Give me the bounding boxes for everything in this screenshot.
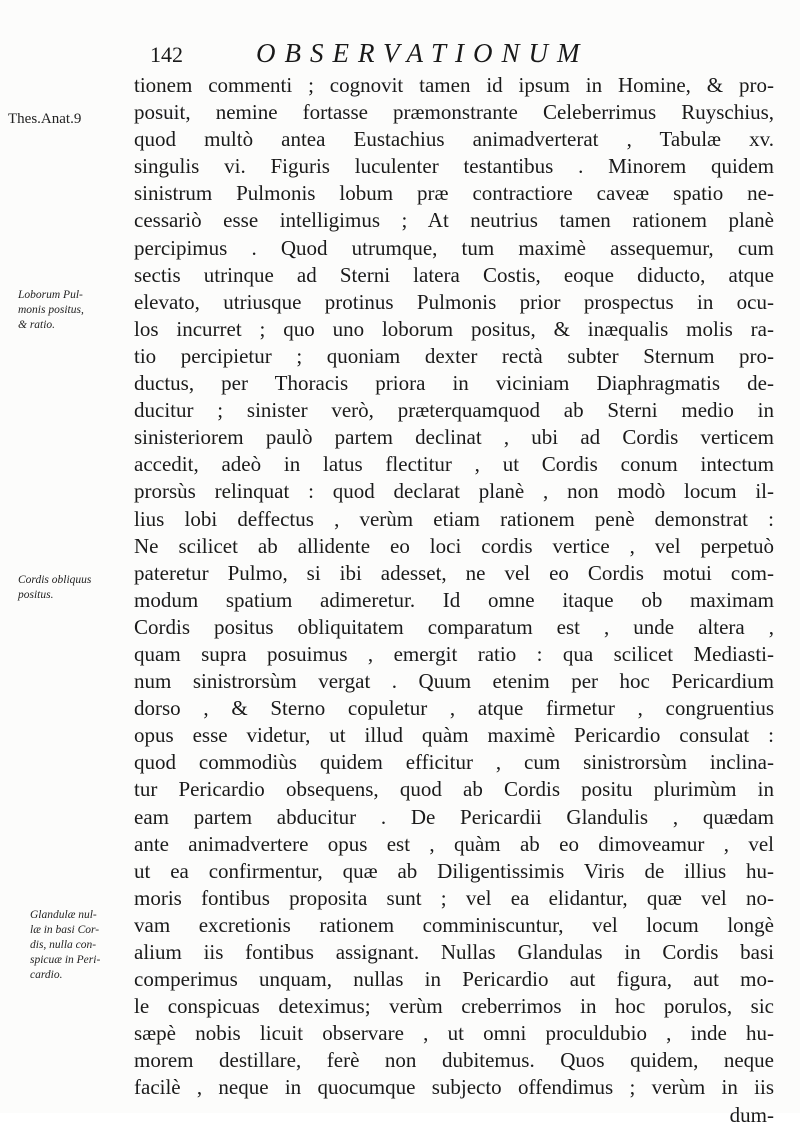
text-line: los incurret ; quo uno loborum positus, & inæqualis molis ra- bbox=[134, 316, 774, 341]
margin-note-line: Loborum Pul- bbox=[18, 289, 83, 301]
text-line: prorsùs relinquat : quod declarat planè , non modò locum il- bbox=[134, 479, 774, 504]
body-text bbox=[134, 72, 774, 1129]
text-line: tio percipietur ; quoniam dexter rectà subter Sternum pro- bbox=[134, 343, 774, 368]
text-line: sæpè nobis licuit observare , ut omni proculdubio , inde hu- bbox=[134, 1021, 774, 1046]
margin-note-thes-anat bbox=[8, 112, 81, 127]
text-line: opus esse videtur, ut illud quàm maximè Pericardio consulat : bbox=[134, 723, 774, 748]
text-line: percipimus . Quod utrumque, tum maximè assequemur, cum bbox=[134, 235, 774, 260]
margin-note-line: spicuæ in Peri- bbox=[30, 954, 101, 966]
text-line: alium iis fontibus assignant. Nullas Glandulas in Cordis basi bbox=[134, 940, 774, 964]
text-line: quod multò antea Eustachius animadverterat , Tabulæ xv. bbox=[134, 127, 774, 152]
running-title: OBSERVATIONUM bbox=[256, 38, 589, 68]
margin-note-line: Thes.Anat.9 bbox=[8, 111, 82, 127]
text-line: vam excretionis rationem comminiscuntur, vel locum longè bbox=[134, 912, 774, 937]
margin-note-line: monis positus, bbox=[18, 304, 84, 316]
margin-note-line: læ in basi Cor- bbox=[30, 924, 100, 936]
text-line: tur Pericardio obsequens, quod ab Cordis positu plurimùm in bbox=[134, 777, 774, 802]
text-line: moris fontibus proposita sunt ; vel ea elidantur, quæ vel no- bbox=[134, 885, 774, 910]
text-line: sinisteriorem paulò partem declinat , ubi ad Cordis verticem bbox=[134, 425, 774, 450]
text-line: sectis utrinque ad Sterni latera Costis, eoque diducto, atque bbox=[134, 262, 774, 287]
text-line: quam supra posuimus , emergit ratio : qua scilicet Mediasti- bbox=[134, 641, 774, 666]
margin-note-line: positus. bbox=[18, 589, 54, 601]
text-line: comperimus unquam, nullas in Pericardio aut figura, aut mo- bbox=[134, 967, 774, 992]
text-line: sinistrum Pulmonis lobum præ contractiore caveæ spatio ne- bbox=[134, 181, 774, 206]
text-line: le conspicuas deteximus; verùm creberrimos in hoc porulos, sic bbox=[134, 994, 774, 1019]
margin-note-line: Glandulæ nul- bbox=[30, 909, 97, 921]
text-line: Ne scilicet ab allidente eo loci cordis vertice , vel perpetuò bbox=[134, 533, 774, 558]
margin-note-line: Cordis obliquus bbox=[18, 574, 92, 586]
text-line: tionem commenti ; cognovit tamen id ipsum in Homine, & pro- bbox=[134, 73, 774, 97]
text-line: morem destillare, ferè non dubitemus. Quos quidem, neque bbox=[134, 1048, 774, 1073]
text-line: ducitur ; sinister verò, præterquamquod ab Sterni medio in bbox=[134, 398, 774, 423]
text-line: facilè , neque in quocumque subjecto offendimus ; verùm in iis bbox=[134, 1075, 774, 1100]
text-line: modum spatium adimeretur. Id omne itaque ob maximam bbox=[134, 587, 774, 612]
text-line: eam partem abducitur . De Pericardii Glandulis , quædam bbox=[134, 804, 774, 829]
page-number: 142 bbox=[150, 42, 183, 67]
text-line: posuit, nemine fortasse præmonstrante Celeberrimus Ruyschius, bbox=[134, 100, 774, 125]
text-line: ut ea confirmentur, quæ ab Diligentissimis Viris de illius hu- bbox=[134, 858, 774, 883]
text-line: dorso , & Sterno copuletur , atque firmetur , congruentius bbox=[134, 696, 774, 721]
text-line: pateretur Pulmo, si ibi adesset, ne vel eo Cordis motui com- bbox=[134, 560, 774, 585]
text-line: accedit, adeò in latus flectitur , ut Cordis conum intectum bbox=[134, 452, 774, 477]
text-line: elevato, utriusque protinus Pulmonis prior prospectus in ocu- bbox=[134, 289, 774, 314]
margin-note-line: dis, nulla con- bbox=[30, 939, 97, 951]
text-line: quod commodiùs quidem efficitur , cum sinistrorsùm inclina- bbox=[134, 750, 774, 775]
text-line: ante animadvertere opus est , quàm ab eo dimoveamur , vel bbox=[134, 831, 774, 856]
margin-note-cordis bbox=[18, 573, 91, 603]
text-line: lius lobi deffectus , verùm etiam rationem penè demonstrat : bbox=[134, 506, 774, 531]
text-line: singulis vi. Figuris luculenter testantibus . Minorem quidem bbox=[134, 154, 774, 179]
text-line: num sinistrorsùm vergat . Quum etenim per hoc Pericardium bbox=[134, 669, 774, 694]
text-line: ductus, per Thoracis priora in viciniam Diaphragmatis de- bbox=[134, 371, 774, 396]
text-line: cessariò esse intelligimus ; At neutrius tamen rationem planè bbox=[134, 208, 774, 233]
margin-note-line: & ratio. bbox=[18, 319, 56, 331]
margin-note-line: cardio. bbox=[30, 969, 63, 981]
margin-note-glandulae bbox=[30, 908, 100, 983]
text-line: Cordis positus obliquitatem comparatum est , unde altera , bbox=[134, 614, 774, 639]
margin-note-loborum bbox=[18, 288, 84, 333]
page-header bbox=[150, 38, 790, 74]
catchword: dum- bbox=[729, 1102, 774, 1127]
